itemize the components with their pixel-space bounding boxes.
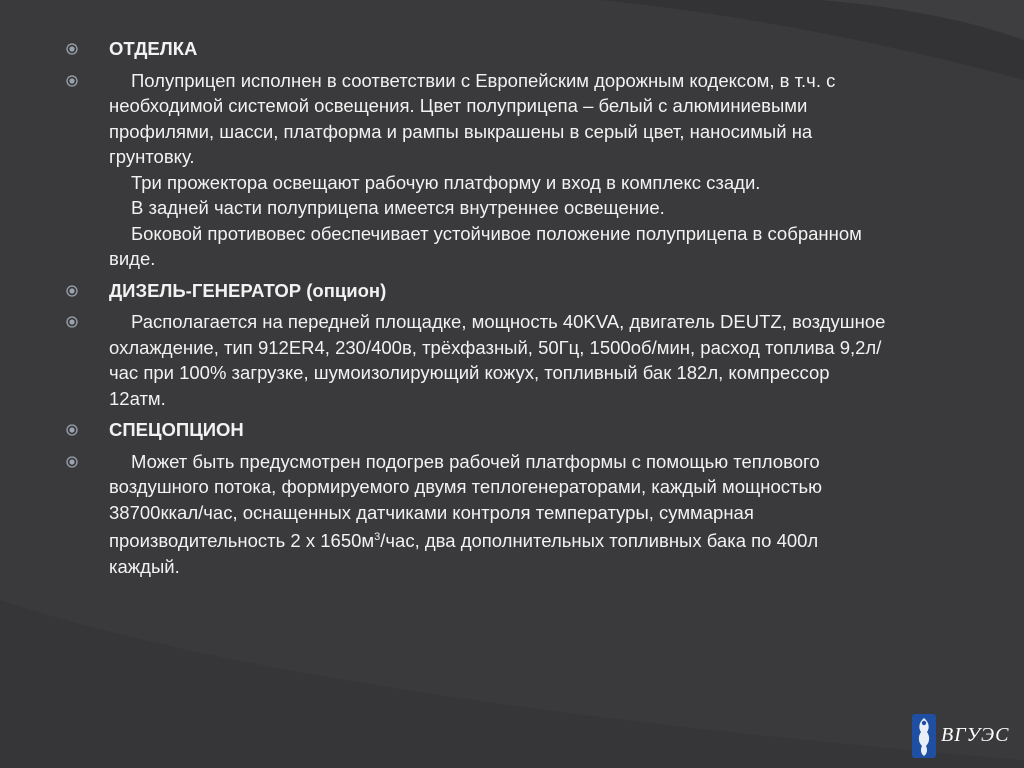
paragraph-text: /час, два дополнительных топливных бака по 400л каждый. xyxy=(109,530,819,577)
section-heading-special-option xyxy=(66,417,886,443)
section-heading-finish xyxy=(66,36,886,62)
paragraph: Боковой противовес обеспечивает устойчивое положение полуприцепа в собранном виде. xyxy=(109,222,862,269)
bullet-icon xyxy=(66,424,78,436)
bullet-icon xyxy=(66,75,78,87)
section-heading-generator xyxy=(66,278,886,304)
section-body-special-option xyxy=(66,449,886,580)
paragraph: Три прожектора освещают рабочую платформу и вход в комплекс сзади. xyxy=(131,171,761,193)
paragraph: Полуприцеп исполнен в соответствии с Европейским дорожным кодексом, в т.ч. с необходимой системой освещения. Цвет полуприцепа – белый с алюминиевыми профилями, шасси, платформа и рампы выкрашены в серый цвет, наносимый на грунтовку. xyxy=(109,69,836,167)
bullet-icon xyxy=(66,456,78,468)
paragraph-text: Может быть предусмотрен подогрев рабочей платформы с помощью теплового воздушного потока, формируемого двумя теплогенераторами, каждый мощностью 38700ккал/час, оснащенных датчиками контроля температуры, суммарная производительность 2 х 1650м xyxy=(109,450,822,552)
heading-text: ОТДЕЛКА xyxy=(109,38,198,59)
paragraph: В задней части полуприцепа имеется внутреннее освещение. xyxy=(131,197,665,218)
superscript: 3 xyxy=(374,531,381,543)
bullet-icon xyxy=(66,316,78,328)
paragraph: Располагается на передней площадке, мощность 40KVA, двигатель DEUTZ, воздушное охлаждение, тип 912ER4, 230/400в, трёхфазный, 50Гц, 1500об/мин, расход топлива 9,2л/час при 100% загрузке, шумоизолирующий кожух, топливный бак 182л, компрессор 12атм. xyxy=(109,311,886,409)
paragraph xyxy=(109,449,886,580)
slide-content xyxy=(66,36,886,585)
logo-text: ВГУЭС xyxy=(941,724,1010,746)
heading-text: ДИЗЕЛЬ-ГЕНЕРАТОР (опцион) xyxy=(109,279,387,301)
section-body-finish xyxy=(66,68,886,272)
bullet-icon xyxy=(66,43,78,55)
bullet-icon xyxy=(66,285,78,297)
section-body-generator xyxy=(66,309,886,411)
heading-text: СПЕЦОПЦИОН xyxy=(109,419,244,440)
